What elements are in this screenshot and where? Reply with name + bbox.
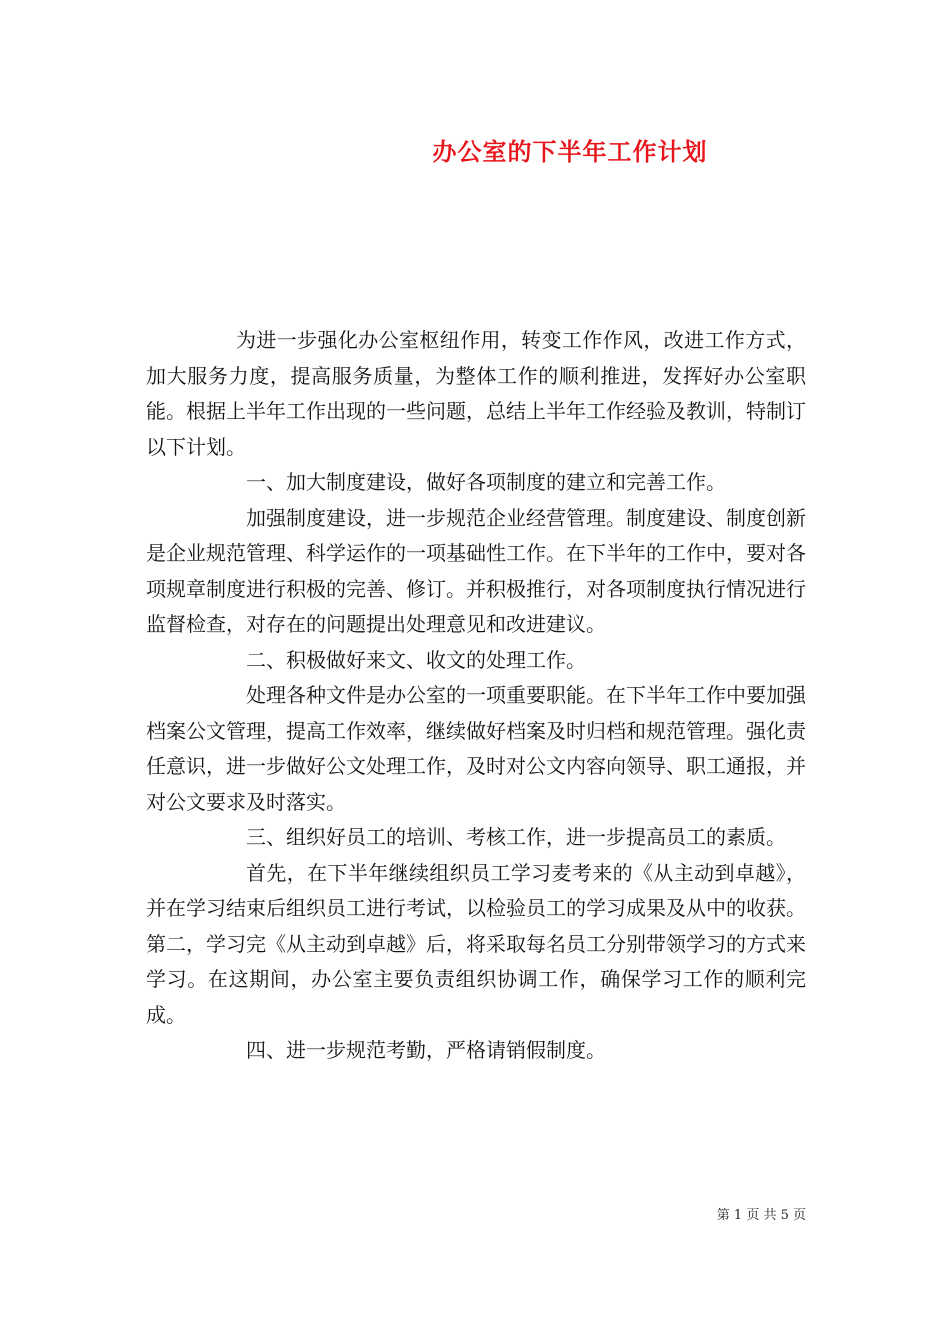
section-paragraph-1: 加强制度建设，进一步规范企业经营管理。制度建设、制度创新是企业规范管理、科学运作的一项基础性工作。在下半年的工作中，要对各项规章制度进行积极的完善、修订。并积极推行，对各项制度执行情况进行监督检查，对存在的问题提出处理意见和改进建议。 xyxy=(146,505,806,636)
section-paragraph-3: 首先，在下半年继续组织员工学习麦考来的《从主动到卓越》，并在学习结束后组织员工进行考试，以检验员工的学习成果及从中的收获。第二，学习完《从主动到卓越》后，将采取每名员工分别带领学习的方式来学习。在这期间，办公室主要负责组织协调工作，确保学习工作的顺利完成。 xyxy=(146,860,806,1027)
section-heading-2: 二、积极做好来文、收文的处理工作。 xyxy=(246,647,586,672)
document-body xyxy=(146,323,806,1069)
intro-paragraph: 为进一步强化办公室枢纽作用，转变工作作风，改进工作方式，加大服务力度，提高服务质量，为整体工作的顺利推进，发挥好办公室职能。根据上半年工作出现的一些问题，总结上半年工作经验及教训，特制订以下计划。 xyxy=(146,328,806,459)
page-number: 第 1 页 共 5 页 xyxy=(716,1208,806,1223)
section-heading-1: 一、加大制度建设，做好各项制度的建立和完善工作。 xyxy=(246,470,726,494)
document-title: 办公室的下半年工作计划 xyxy=(432,137,708,166)
section-heading-3: 三、组织好员工的培训、考核工作，进一步提高员工的素质。 xyxy=(246,825,786,849)
section-paragraph-2: 处理各种文件是办公室的一项重要职能。在下半年工作中要加强档案公文管理，提高工作效率，继续做好档案及时归档和规范管理。强化责任意识，进一步做好公文处理工作，及时对公文内容向领导、职工通报，并对公文要求及时落实。 xyxy=(146,683,806,814)
section-heading-4: 四、进一步规范考勤，严格请销假制度。 xyxy=(246,1038,606,1062)
